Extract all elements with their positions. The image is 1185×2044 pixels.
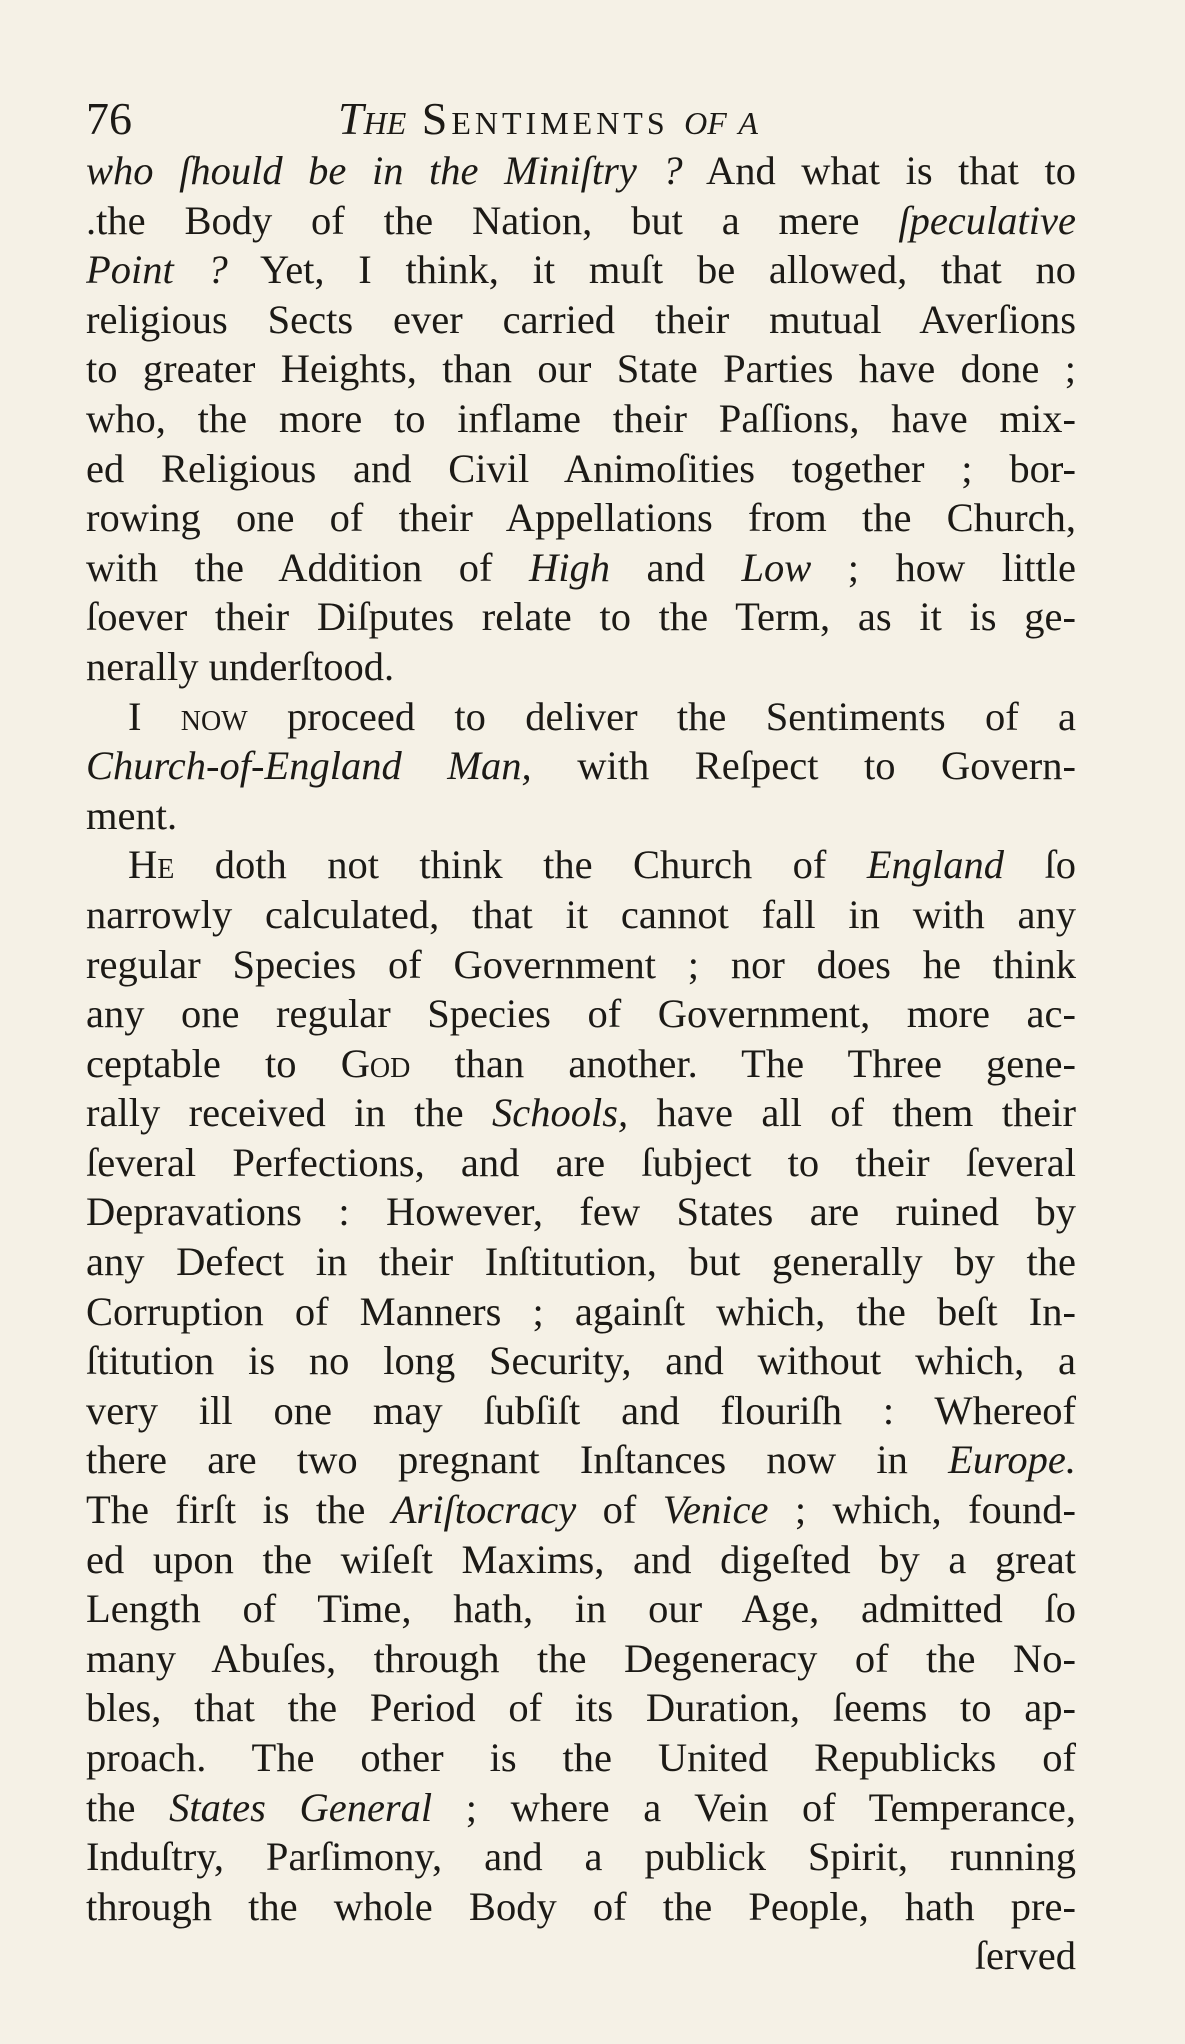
body-text [86, 146, 1076, 1981]
text-run: the [86, 1784, 170, 1830]
text-line [86, 692, 1076, 742]
text-line [86, 741, 1076, 791]
text-italic: Low [741, 544, 812, 590]
text-line: through the whole Body of the People, hath pre- [86, 1883, 1076, 1929]
text-run: The firſt is the [86, 1487, 392, 1533]
text-italic: Venice [662, 1487, 769, 1533]
catchword: ſerved [974, 1933, 1076, 1979]
text-italic: England [866, 842, 1005, 888]
text-run: of [576, 1487, 663, 1533]
text-run: Yet, I think, it muſt be allowed, that no [227, 247, 1076, 293]
text-italic: Church-of-England Man, [86, 743, 532, 789]
text-line: to greater Heights, than our State Parties have done ; [86, 346, 1076, 392]
text-line: very ill one may ſubſiſt and flouriſh : Whereof [86, 1387, 1076, 1433]
text-run: ; which, found- [768, 1487, 1076, 1533]
text-line: any Defect in their Inſtitution, but generally by the [86, 1239, 1076, 1285]
text-run: rally received in the [86, 1090, 492, 1136]
text-line: regular Species of Government ; nor does he think [86, 941, 1076, 987]
text-run: with Reſpect to Govern- [531, 743, 1076, 789]
text-run: ſo [1004, 842, 1076, 888]
text-line: ſeveral Perfections, and are ſubject to their ſeveral [86, 1139, 1076, 1185]
text-line: Depravations : However, few States are ruined by [86, 1189, 1076, 1235]
text-run: proceed to deliver the Sentiments of a [247, 693, 1076, 739]
text-line: many Abuſes, through the Degeneracy of the No- [86, 1635, 1076, 1681]
text-run: H [128, 842, 158, 888]
text-line: ment. [86, 792, 178, 838]
text-line [86, 1088, 1076, 1138]
text-line [86, 840, 1076, 890]
text-line: rowing one of their Appellations from the Church, [86, 495, 1076, 541]
page-number: 76 [86, 93, 132, 144]
text-run: and [609, 544, 742, 590]
running-head-of-a: of a [684, 93, 758, 144]
text-smallcaps: now [180, 693, 248, 739]
text-line [86, 1039, 1076, 1089]
text-italic: Ariſtocracy [391, 1487, 577, 1533]
text-smallcaps: e [157, 842, 175, 888]
running-head [338, 84, 758, 154]
text-line: Corruption of Manners ; againſt which, the beſt In- [86, 1288, 1076, 1334]
text-line: ed upon the wiſeſt Maxims, and digeſted by a great [86, 1536, 1076, 1582]
text-run: there are two pregnant Inſtances now in [86, 1437, 949, 1483]
text-line [86, 146, 1076, 196]
text-run: doth not think the Church of [174, 842, 867, 888]
text-run: ; how little [811, 544, 1076, 590]
text-line [86, 543, 1076, 593]
text-run: And what is that to [682, 148, 1076, 193]
text-line: ſoever their Diſputes relate to the Term, as it is ge- [86, 594, 1076, 640]
text-line [86, 1435, 1076, 1485]
text-run: with the Addition of [86, 544, 529, 590]
text-line: proach. The other is the United Republicks of [86, 1735, 1076, 1780]
text-italic: High [528, 544, 610, 590]
text-line: ed Religious and Civil Animoſities together ; bor- [86, 445, 1076, 491]
text-italic: Europe. [948, 1437, 1076, 1483]
text-italic: ſpeculative [898, 197, 1076, 243]
text-line: who, the more to inflame their Paſſions, have mix- [86, 395, 1076, 441]
page-header [86, 84, 1076, 154]
text-line [86, 245, 1076, 295]
running-head-main: Sentiments [421, 93, 669, 144]
text-line: religious Sects ever carried their mutual Averſions [86, 296, 1076, 342]
text-line: ſtitution is no long Security, and without which, a [86, 1338, 1076, 1384]
text-line: Induſtry, Parſimony, and a publick Spirit, running [86, 1834, 1076, 1880]
text-line [86, 1783, 1076, 1833]
text-line: nerally underſtood. [86, 643, 395, 689]
text-line [86, 1485, 1076, 1535]
running-head-the: The [338, 93, 407, 144]
text-italic: who ſhould be in the Miniſtry ? [86, 148, 683, 193]
text-run: than another. The Three gene- [410, 1040, 1076, 1086]
text-run: .the Body of the Nation, but a mere [86, 197, 899, 243]
text-line: bles, that the Period of its Duration, ſeems to ap- [86, 1685, 1076, 1731]
text-run: have all of them their [628, 1090, 1076, 1136]
text-italic: Point ? [86, 247, 228, 293]
text-run: ceptable to [86, 1040, 341, 1086]
text-run: ; where a Vein of Temperance, [432, 1784, 1076, 1830]
text-line: Length of Time, hath, in our Age, admitted ſo [86, 1586, 1076, 1632]
text-italic: Schools, [491, 1090, 629, 1136]
text-run: I [128, 693, 181, 739]
text-smallcaps: God [340, 1040, 411, 1086]
text-line: narrowly calculated, that it cannot fall in with any [86, 891, 1076, 937]
text-line: any one regular Species of Government, more ac- [86, 991, 1076, 1037]
text-line [86, 196, 1076, 246]
text-italic: States General [169, 1784, 433, 1830]
